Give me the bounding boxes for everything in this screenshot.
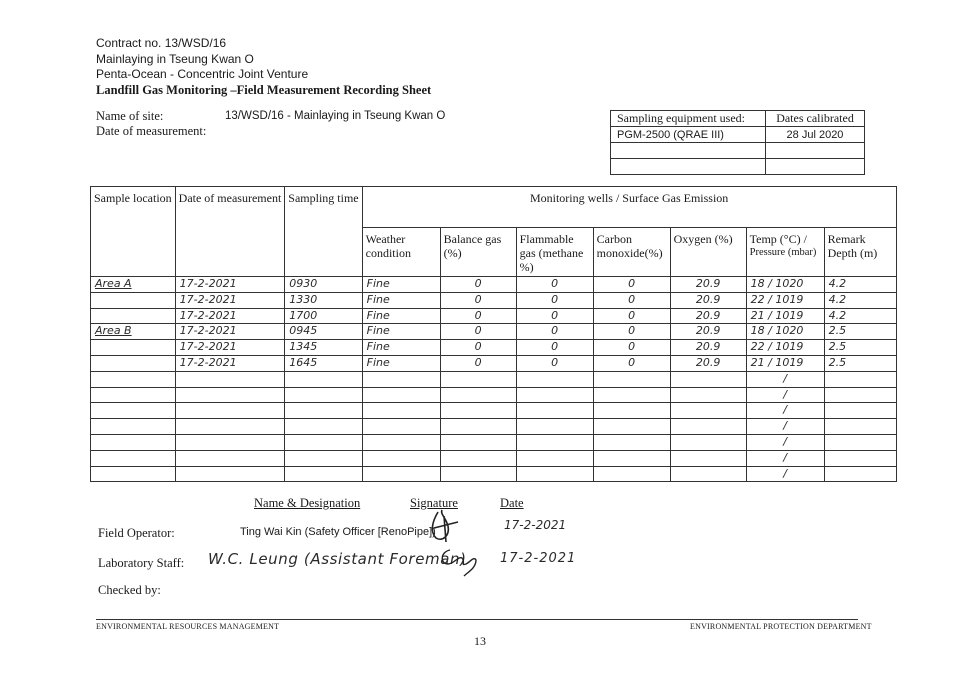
empty-cell bbox=[91, 434, 176, 450]
header-flammable-gas: Flammable gas (methane %) bbox=[516, 228, 593, 277]
cell-oxygen: 20.9 bbox=[670, 308, 746, 324]
header-carbon-monoxide: Carbon monoxide(%) bbox=[593, 228, 670, 277]
table-row bbox=[91, 324, 897, 340]
cell-time: 1700 bbox=[285, 308, 362, 324]
table-row bbox=[91, 292, 897, 308]
empty-cell bbox=[175, 466, 285, 482]
cell-depth: 2.5 bbox=[824, 324, 896, 340]
empty-cell bbox=[593, 466, 670, 482]
monitoring-table bbox=[90, 186, 897, 482]
cell-balance-gas: 0 bbox=[440, 340, 516, 356]
empty-cell bbox=[362, 403, 440, 419]
table-row bbox=[91, 355, 897, 371]
empty-cell bbox=[440, 434, 516, 450]
table-row bbox=[91, 277, 897, 293]
empty-cell bbox=[175, 419, 285, 435]
field-operator-label: Field Operator: bbox=[98, 526, 175, 540]
cell-depth: 2.5 bbox=[824, 355, 896, 371]
equipment-value: PGM-2500 (QRAE III) bbox=[611, 127, 766, 143]
cell-temp-pressure: 21 / 1019 bbox=[746, 308, 824, 324]
cell-oxygen: 20.9 bbox=[670, 277, 746, 293]
empty-cell bbox=[824, 466, 896, 482]
table-row bbox=[91, 308, 897, 324]
empty-cell bbox=[362, 387, 440, 403]
empty-cell bbox=[516, 387, 593, 403]
checked-by-label: Checked by: bbox=[98, 583, 161, 597]
empty-temp-pressure-cell: / bbox=[746, 434, 824, 450]
cell-date: 17-2-2021 bbox=[175, 355, 285, 371]
page-number: 13 bbox=[474, 634, 486, 648]
cell-weather: Fine bbox=[362, 355, 440, 371]
empty-cell bbox=[362, 466, 440, 482]
empty-cell bbox=[593, 371, 670, 387]
contractor-name: Penta-Ocean - Concentric Joint Venture bbox=[96, 67, 309, 81]
cell-carbon-monoxide: 0 bbox=[593, 355, 670, 371]
lab-staff-label: Laboratory Staff: bbox=[98, 556, 185, 570]
empty-cell bbox=[175, 371, 285, 387]
empty-cell bbox=[824, 450, 896, 466]
header-temp-pressure bbox=[746, 228, 824, 277]
cell-weather: Fine bbox=[362, 308, 440, 324]
empty-cell bbox=[516, 434, 593, 450]
empty-cell bbox=[516, 419, 593, 435]
empty-cell bbox=[91, 450, 176, 466]
lab-staff-name: W.C. Leung (Assistant Foreman) bbox=[208, 550, 467, 568]
empty-cell bbox=[440, 371, 516, 387]
field-operator-signature bbox=[424, 508, 464, 544]
empty-cell bbox=[175, 450, 285, 466]
header-remark: Remark bbox=[827, 232, 866, 246]
cell-location bbox=[91, 308, 176, 324]
signature-heading: Signature bbox=[410, 496, 458, 510]
empty-cell bbox=[362, 419, 440, 435]
footer-left: ENVIRONMENTAL RESOURCES MANAGEMENT bbox=[96, 622, 280, 631]
header-balance-gas: Balance gas (%) bbox=[440, 228, 516, 277]
cell-flammable-gas: 0 bbox=[516, 324, 593, 340]
empty-cell bbox=[824, 371, 896, 387]
header-oxygen: Oxygen (%) bbox=[670, 228, 746, 277]
empty-temp-pressure-cell: / bbox=[746, 371, 824, 387]
cell-date: 17-2-2021 bbox=[175, 277, 285, 293]
empty-cell bbox=[516, 403, 593, 419]
cell-weather: Fine bbox=[362, 277, 440, 293]
header-date-of-measurement: Date of measurement bbox=[175, 187, 285, 277]
empty-cell bbox=[285, 466, 362, 482]
cell-location: Area B bbox=[91, 324, 176, 340]
cell-temp-pressure: 22 / 1019 bbox=[746, 292, 824, 308]
empty-cell bbox=[362, 371, 440, 387]
cell-balance-gas: 0 bbox=[440, 355, 516, 371]
empty-cell bbox=[175, 387, 285, 403]
cell-location: Area A bbox=[91, 277, 176, 293]
field-operator-name: Ting Wai Kin (Safety Officer [RenoPipe]) bbox=[240, 526, 436, 538]
calibrated-date: 28 Jul 2020 bbox=[766, 127, 865, 143]
empty-cell bbox=[516, 371, 593, 387]
cell-date: 17-2-2021 bbox=[175, 308, 285, 324]
empty-cell bbox=[440, 466, 516, 482]
empty-cell bbox=[593, 419, 670, 435]
cell-carbon-monoxide: 0 bbox=[593, 324, 670, 340]
table-row-empty bbox=[91, 419, 897, 435]
empty-temp-pressure-cell: / bbox=[746, 387, 824, 403]
calibration-empty-cell bbox=[611, 143, 766, 159]
empty-cell bbox=[285, 371, 362, 387]
header-sampling-time: Sampling time bbox=[285, 187, 362, 277]
cell-oxygen: 20.9 bbox=[670, 340, 746, 356]
empty-cell bbox=[362, 450, 440, 466]
table-row bbox=[91, 340, 897, 356]
empty-cell bbox=[670, 403, 746, 419]
cell-weather: Fine bbox=[362, 324, 440, 340]
empty-cell bbox=[285, 419, 362, 435]
empty-cell bbox=[670, 419, 746, 435]
cell-temp-pressure: 21 / 1019 bbox=[746, 355, 824, 371]
empty-cell bbox=[593, 403, 670, 419]
cell-oxygen: 20.9 bbox=[670, 355, 746, 371]
cell-time: 0945 bbox=[285, 324, 362, 340]
table-row-empty bbox=[91, 403, 897, 419]
document-header bbox=[96, 36, 431, 98]
cell-date: 17-2-2021 bbox=[175, 292, 285, 308]
empty-cell bbox=[91, 419, 176, 435]
empty-cell bbox=[440, 387, 516, 403]
cell-balance-gas: 0 bbox=[440, 324, 516, 340]
header-remark-depth bbox=[824, 228, 896, 277]
cell-flammable-gas: 0 bbox=[516, 292, 593, 308]
empty-cell bbox=[593, 450, 670, 466]
cell-oxygen: 20.9 bbox=[670, 324, 746, 340]
footer-rule bbox=[96, 619, 858, 620]
empty-cell bbox=[670, 450, 746, 466]
empty-cell bbox=[516, 466, 593, 482]
cell-flammable-gas: 0 bbox=[516, 340, 593, 356]
empty-cell bbox=[91, 403, 176, 419]
lab-staff-date: 17-2-2021 bbox=[500, 551, 577, 566]
cell-time: 1645 bbox=[285, 355, 362, 371]
empty-cell bbox=[440, 450, 516, 466]
table-row-empty bbox=[91, 371, 897, 387]
table-row-empty bbox=[91, 466, 897, 482]
empty-cell bbox=[285, 434, 362, 450]
empty-cell bbox=[285, 450, 362, 466]
contract-number: Contract no. 13/WSD/16 bbox=[96, 36, 227, 50]
empty-cell bbox=[175, 434, 285, 450]
cell-carbon-monoxide: 0 bbox=[593, 292, 670, 308]
name-designation-heading: Name & Designation bbox=[254, 496, 361, 510]
cell-carbon-monoxide: 0 bbox=[593, 277, 670, 293]
table-row-empty bbox=[91, 450, 897, 466]
field-operator-date: 17-2-2021 bbox=[504, 518, 567, 532]
footer-right: ENVIRONMENTAL PROTECTION DEPARTMENT bbox=[690, 622, 872, 631]
cell-location bbox=[91, 355, 176, 371]
empty-cell bbox=[175, 403, 285, 419]
project-name: Mainlaying in Tseung Kwan O bbox=[96, 51, 254, 66]
header-depth: Depth (m) bbox=[827, 246, 878, 260]
empty-cell bbox=[670, 466, 746, 482]
cell-flammable-gas: 0 bbox=[516, 308, 593, 324]
calibration-empty-cell bbox=[766, 143, 865, 159]
empty-cell bbox=[824, 419, 896, 435]
header-monitoring-group: Monitoring wells / Surface Gas Emission bbox=[362, 187, 896, 228]
cell-flammable-gas: 0 bbox=[516, 355, 593, 371]
empty-cell bbox=[593, 387, 670, 403]
sheet-title: Landfill Gas Monitoring –Field Measurement Recording Sheet bbox=[96, 82, 432, 97]
cell-carbon-monoxide: 0 bbox=[593, 340, 670, 356]
site-name-value: 13/WSD/16 - Mainlaying in Tseung Kwan O bbox=[225, 110, 446, 122]
empty-cell bbox=[824, 387, 896, 403]
empty-cell bbox=[670, 434, 746, 450]
calibrated-header: Dates calibrated bbox=[766, 111, 865, 127]
calibration-empty-cell bbox=[766, 159, 865, 175]
empty-cell bbox=[91, 387, 176, 403]
empty-cell bbox=[516, 450, 593, 466]
cell-carbon-monoxide: 0 bbox=[593, 308, 670, 324]
empty-cell bbox=[285, 387, 362, 403]
equipment-header: Sampling equipment used: bbox=[611, 111, 766, 127]
cell-balance-gas: 0 bbox=[440, 277, 516, 293]
lab-staff-signature bbox=[436, 544, 482, 578]
empty-cell bbox=[91, 371, 176, 387]
header-temp: Temp (°C) / bbox=[749, 232, 807, 246]
cell-flammable-gas: 0 bbox=[516, 277, 593, 293]
empty-cell bbox=[91, 466, 176, 482]
cell-temp-pressure: 22 / 1019 bbox=[746, 340, 824, 356]
cell-date: 17-2-2021 bbox=[175, 324, 285, 340]
cell-temp-pressure: 18 / 1020 bbox=[746, 277, 824, 293]
table-row-empty bbox=[91, 387, 897, 403]
header-sample-location: Sample location bbox=[91, 187, 176, 277]
cell-depth: 2.5 bbox=[824, 340, 896, 356]
empty-cell bbox=[362, 434, 440, 450]
cell-location bbox=[91, 292, 176, 308]
empty-temp-pressure-cell: / bbox=[746, 450, 824, 466]
cell-temp-pressure: 18 / 1020 bbox=[746, 324, 824, 340]
table-row-empty bbox=[91, 434, 897, 450]
empty-cell bbox=[824, 403, 896, 419]
cell-depth: 4.2 bbox=[824, 308, 896, 324]
cell-location bbox=[91, 340, 176, 356]
cell-balance-gas: 0 bbox=[440, 308, 516, 324]
measurement-date-label: Date of measurement: bbox=[96, 124, 207, 138]
calibration-table bbox=[610, 110, 865, 175]
empty-cell bbox=[285, 403, 362, 419]
cell-oxygen: 20.9 bbox=[670, 292, 746, 308]
empty-temp-pressure-cell: / bbox=[746, 403, 824, 419]
cell-weather: Fine bbox=[362, 292, 440, 308]
calibration-empty-cell bbox=[611, 159, 766, 175]
cell-weather: Fine bbox=[362, 340, 440, 356]
site-name-label: Name of site: bbox=[96, 109, 164, 123]
cell-depth: 4.2 bbox=[824, 277, 896, 293]
empty-temp-pressure-cell: / bbox=[746, 419, 824, 435]
cell-balance-gas: 0 bbox=[440, 292, 516, 308]
cell-date: 17-2-2021 bbox=[175, 340, 285, 356]
empty-cell bbox=[440, 403, 516, 419]
empty-cell bbox=[440, 419, 516, 435]
empty-cell bbox=[824, 434, 896, 450]
cell-time: 1345 bbox=[285, 340, 362, 356]
header-weather: Weather condition bbox=[362, 228, 440, 277]
empty-temp-pressure-cell: / bbox=[746, 466, 824, 482]
date-heading: Date bbox=[500, 496, 524, 510]
empty-cell bbox=[670, 371, 746, 387]
empty-cell bbox=[593, 434, 670, 450]
cell-time: 0930 bbox=[285, 277, 362, 293]
cell-time: 1330 bbox=[285, 292, 362, 308]
empty-cell bbox=[670, 387, 746, 403]
cell-depth: 4.2 bbox=[824, 292, 896, 308]
header-pressure: Pressure (mbar) bbox=[749, 247, 817, 258]
